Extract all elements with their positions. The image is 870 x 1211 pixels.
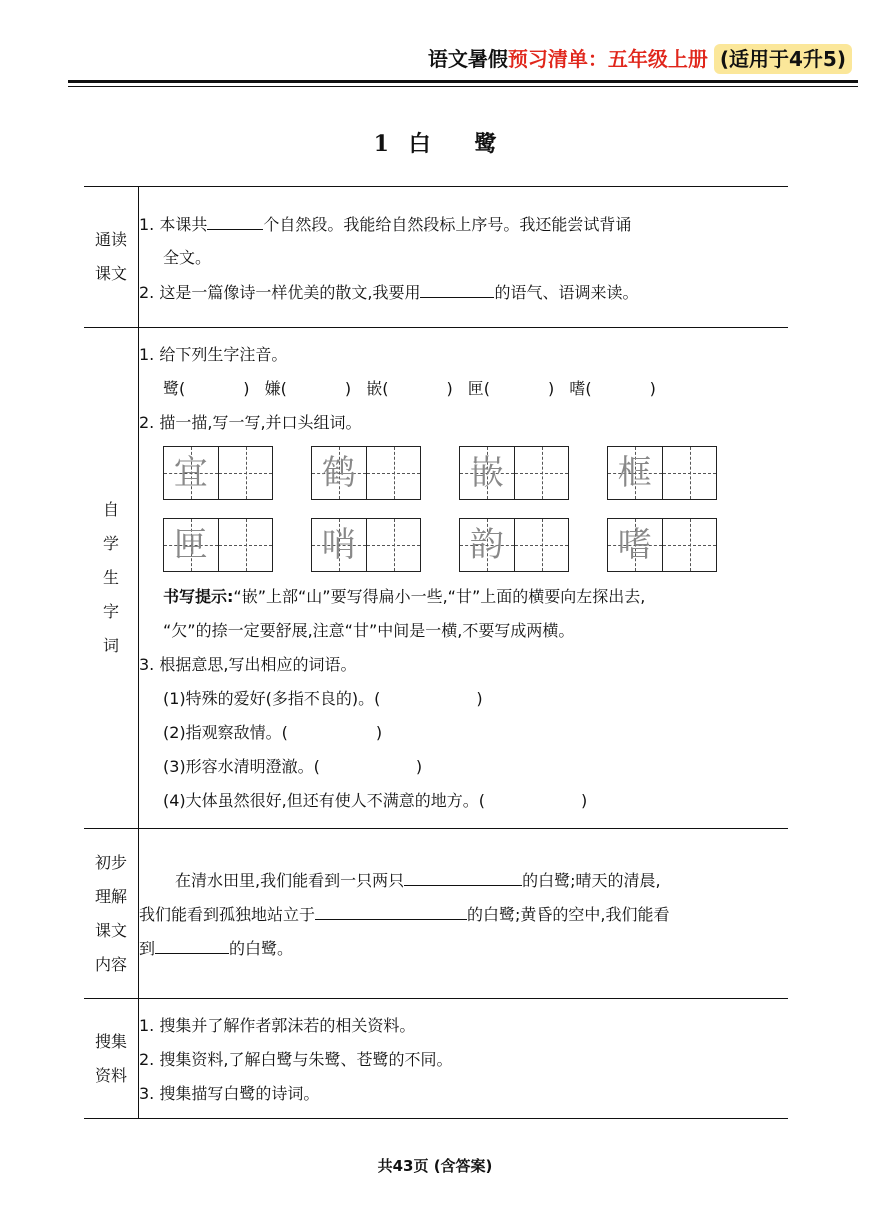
tian-grid xyxy=(607,518,717,572)
write-box[interactable] xyxy=(218,447,273,499)
trace-char: 嗜 xyxy=(617,525,652,565)
header-series: 语文暑假 xyxy=(427,47,508,71)
write-box[interactable] xyxy=(662,519,717,571)
section-content xyxy=(139,829,789,999)
section-content xyxy=(139,187,789,328)
text: “欠”的捺一定要舒展,注意“甘”中间是一横,不要写成两横。 xyxy=(163,621,575,640)
text: ) xyxy=(446,379,453,398)
text: 匣( xyxy=(467,379,491,398)
tian-grid xyxy=(311,518,421,572)
writing-tip xyxy=(139,580,788,614)
lesson-number: 1 xyxy=(373,131,389,157)
section-label xyxy=(84,999,139,1119)
section-characters xyxy=(84,328,788,829)
tian-grid xyxy=(607,446,717,500)
label-line: 资料 xyxy=(94,1065,127,1085)
fill-paragraph xyxy=(139,863,788,965)
text: (1)特殊的爱好(多指不良的)。( xyxy=(163,689,381,708)
trace-char: 哨 xyxy=(321,525,356,565)
lesson-name-1: 白 xyxy=(408,131,431,157)
text: ) xyxy=(476,689,483,708)
label-line: 通读 xyxy=(94,230,127,249)
page-footer: 共43页 (含答案) xyxy=(377,1157,493,1175)
label-line: 学 xyxy=(102,534,119,553)
write-box[interactable] xyxy=(366,519,421,571)
tian-grid-row xyxy=(163,446,788,500)
text: 的白鹭。 xyxy=(229,939,294,958)
list-item: 2. 搜集资料,了解白鹭与朱鹭、苍鹭的不同。 xyxy=(139,1050,453,1069)
label-line: 内容 xyxy=(94,954,127,974)
label-line: 词 xyxy=(102,636,119,655)
label-line: 课文 xyxy=(94,920,127,940)
header-title: 预习清单：五年级上册 xyxy=(507,47,708,71)
text: 的白鹭;晴天的清晨, xyxy=(522,871,661,890)
trace-char: 嵌 xyxy=(469,453,504,493)
tian-grid-row xyxy=(163,518,788,572)
text: “嵌”上部“山”要写得扁小一些,“甘”上面的横要向左探出去, xyxy=(233,587,646,606)
text: 我们能看到孤独地站立于 xyxy=(139,905,316,924)
text: ) xyxy=(375,723,383,742)
header-rule-thin xyxy=(68,86,858,87)
tian-grid xyxy=(163,518,273,572)
text: 嫌( xyxy=(264,379,287,398)
write-box[interactable] xyxy=(514,447,569,499)
answer-blank[interactable] xyxy=(155,931,229,954)
worksheet-table xyxy=(84,186,788,1119)
section-label xyxy=(84,328,139,829)
tian-grid xyxy=(163,446,273,500)
text: 鹭( xyxy=(163,379,186,398)
text: ) xyxy=(548,379,555,398)
write-box[interactable] xyxy=(218,519,273,571)
header-rule-thick xyxy=(68,80,858,83)
label-line: 自 xyxy=(102,500,119,519)
section-reading xyxy=(84,187,788,328)
text: (4)大体虽然很好,但还有使人不满意的地方。( xyxy=(163,791,485,810)
label-line: 理解 xyxy=(94,886,127,906)
answer-blank[interactable] xyxy=(207,207,263,230)
tian-grid xyxy=(459,518,569,572)
text: 1. 本课共 xyxy=(139,215,208,234)
text: 的语气、语调来读。 xyxy=(494,283,639,302)
write-box[interactable] xyxy=(662,447,717,499)
text: ) xyxy=(344,379,352,398)
text: (3)形容水清明澄澈。( xyxy=(163,757,320,776)
lesson-name-2: 鹭 xyxy=(474,131,497,157)
text: 到 xyxy=(139,939,156,958)
text: (2)指观察敌情。( xyxy=(163,723,288,742)
section-label xyxy=(84,829,139,999)
question: 3. 根据意思,写出相应的词语。 xyxy=(139,655,357,674)
text: 嗜( xyxy=(569,379,592,398)
list-item: 3. 搜集描写白鹭的诗词。 xyxy=(139,1084,320,1103)
text: ) xyxy=(581,791,588,810)
trace-char: 宜 xyxy=(173,453,208,493)
pinyin-row xyxy=(139,372,788,406)
answer-blank[interactable] xyxy=(420,275,494,298)
trace-char: 韵 xyxy=(469,525,504,565)
text: 全文。 xyxy=(163,248,212,267)
lesson-title xyxy=(0,127,870,158)
tian-grid xyxy=(311,446,421,500)
question: 2. 描一描,写一写,并口头组词。 xyxy=(139,413,362,432)
section-content xyxy=(139,999,789,1119)
list-item: 1. 搜集并了解作者郭沫若的相关资料。 xyxy=(139,1016,416,1035)
label-line: 课文 xyxy=(94,264,127,283)
text: 在清水田里,我们能看到一只两只 xyxy=(175,871,405,890)
tian-grid xyxy=(459,446,569,500)
section-research xyxy=(84,999,788,1119)
label-line: 初步 xyxy=(94,852,127,872)
section-content xyxy=(139,328,789,829)
text: 个自然段。我能给自然段标上序号。我还能尝试背诵 xyxy=(263,215,632,234)
text: 嵌( xyxy=(366,379,389,398)
text: 的白鹭;黄昏的空中,我们能看 xyxy=(467,905,670,924)
question: 1. 给下列生字注音。 xyxy=(139,345,288,364)
answer-blank[interactable] xyxy=(315,897,467,920)
trace-char: 匣 xyxy=(173,525,208,565)
label-line: 搜集 xyxy=(94,1031,127,1051)
answer-blank[interactable] xyxy=(404,863,522,886)
header-badge: (适用于4升5) xyxy=(714,44,852,74)
trace-char: 鹤 xyxy=(321,453,356,493)
trace-char: 框 xyxy=(617,453,652,493)
write-box[interactable] xyxy=(514,519,569,571)
page-header xyxy=(428,44,852,74)
text: 2. 这是一篇像诗一样优美的散文,我要用 xyxy=(139,283,421,302)
text: ) xyxy=(415,757,423,776)
tip-label: 书写提示: xyxy=(163,587,234,606)
text: ) xyxy=(649,379,656,398)
label-line: 生 xyxy=(102,568,119,587)
write-box[interactable] xyxy=(366,447,421,499)
section-understanding xyxy=(84,829,788,999)
text: ) xyxy=(243,379,250,398)
section-label xyxy=(84,187,139,328)
label-line: 字 xyxy=(102,602,119,621)
